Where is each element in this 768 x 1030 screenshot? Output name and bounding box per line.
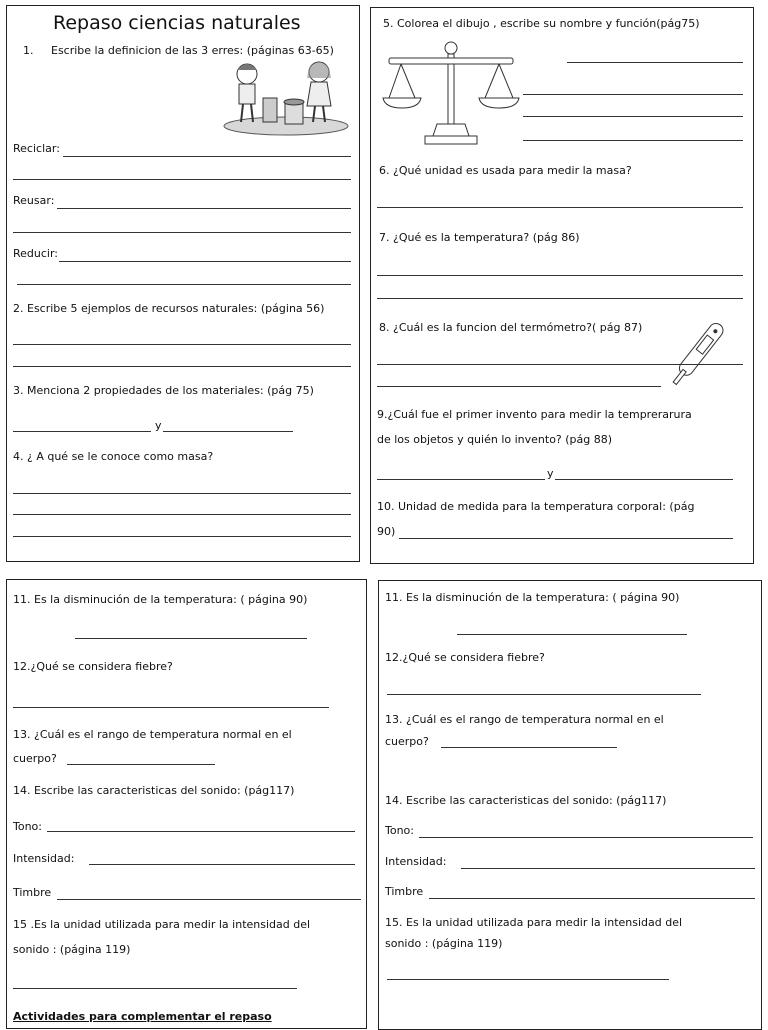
q13-text-line-2: cuerpo?	[13, 752, 57, 765]
q15-text-line-2: sonido : (página 119)	[385, 937, 503, 950]
q5-answer-line-1[interactable]	[567, 62, 743, 63]
q11-answer-line[interactable]	[457, 634, 687, 635]
reusar-answer-line[interactable]	[57, 208, 351, 209]
q9-text-line-1: 9.¿Cuál fue el primer invento para medir la temprerarura	[377, 408, 692, 421]
q10-text-line-1: 10. Unidad de medida para la temperatura corporal: (pág	[377, 500, 695, 513]
q4-answer-line-3[interactable]	[13, 536, 351, 537]
q13-answer-line[interactable]	[67, 764, 215, 765]
q3-answer-line-1[interactable]	[13, 431, 151, 432]
q13-answer-line[interactable]	[441, 747, 617, 748]
balance-scale-illustration	[381, 40, 531, 150]
worksheet-panel-bottom-left	[6, 579, 367, 1029]
recycling-kids-illustration	[221, 56, 351, 136]
q10-answer-line[interactable]	[399, 538, 733, 539]
thermometer-illustration	[657, 308, 747, 392]
reciclar-label: Reciclar:	[13, 142, 60, 155]
q9-answer-line-2[interactable]	[555, 479, 733, 480]
q3-answer-line-2[interactable]	[163, 431, 293, 432]
q12-answer-line[interactable]	[387, 694, 701, 695]
q7-text: 7. ¿Qué es la temperatura? (pág 86)	[379, 231, 580, 244]
q2-answer-line[interactable]	[13, 344, 351, 345]
timbre-answer-line[interactable]	[57, 899, 361, 900]
q15-text-line-1: 15. Es la unidad utilizada para medir la intensidad del	[385, 916, 683, 929]
q7-answer-line[interactable]	[377, 275, 743, 276]
q15-text-line-1: 15 .Es la unidad utilizada para medir la intensidad del	[13, 918, 311, 931]
reducir-label: Reducir:	[13, 247, 59, 260]
worksheet-panel-top-right	[370, 7, 754, 564]
intensidad-label: Intensidad:	[385, 855, 447, 868]
q5-answer-line-3[interactable]	[523, 116, 743, 117]
q9-y: y	[547, 467, 554, 480]
q11-text: 11. Es la disminución de la temperatura: ( página 90)	[13, 593, 308, 606]
reciclar-answer-line-2[interactable]	[13, 179, 351, 180]
q5-answer-line-2[interactable]	[523, 94, 743, 95]
q13-text-line-1: 13. ¿Cuál es el rango de temperatura normal en el	[13, 728, 292, 741]
worksheet-panel-bottom-right	[378, 580, 762, 1030]
q13-text-line-1: 13. ¿Cuál es el rango de temperatura normal en el	[385, 713, 664, 726]
tono-label: Tono:	[13, 820, 42, 833]
reusar-answer-line-2[interactable]	[13, 232, 351, 233]
timbre-answer-line[interactable]	[429, 898, 755, 899]
reciclar-answer-line[interactable]	[63, 156, 351, 157]
reducir-answer-line[interactable]	[59, 261, 351, 262]
page-title: Repaso ciencias naturales	[53, 12, 301, 34]
tono-answer-line[interactable]	[47, 831, 355, 832]
tono-answer-line[interactable]	[419, 837, 753, 838]
q6-text: 6. ¿Qué unidad es usada para medir la masa?	[379, 164, 632, 177]
q11-answer-line[interactable]	[75, 638, 307, 639]
q10-text-line-2: 90)	[377, 525, 396, 538]
intensidad-answer-line[interactable]	[461, 868, 755, 869]
q6-answer-line[interactable]	[377, 207, 743, 208]
intensidad-label: Intensidad:	[13, 852, 75, 865]
q1-text: Escribe la definicion de las 3 erres: (páginas 63-65)	[51, 44, 334, 57]
timbre-label: Timbre	[385, 885, 424, 898]
reducir-answer-line-2[interactable]	[17, 284, 351, 285]
q12-answer-line[interactable]	[13, 707, 329, 708]
tono-label: Tono:	[385, 824, 414, 837]
reusar-label: Reusar:	[13, 194, 55, 207]
intensidad-answer-line[interactable]	[89, 864, 355, 865]
q4-text: 4. ¿ A qué se le conoce como masa?	[13, 450, 214, 463]
q12-text: 12.¿Qué se considera fiebre?	[13, 660, 173, 673]
q8-text: 8. ¿Cuál es la funcion del termómetro?( pág 87)	[379, 321, 643, 334]
q2-answer-line-2[interactable]	[13, 366, 351, 367]
q15-text-line-2: sonido : (página 119)	[13, 943, 131, 956]
q11-text: 11. Es la disminución de la temperatura: ( página 90)	[385, 591, 680, 604]
q4-answer-line[interactable]	[13, 493, 351, 494]
worksheet-panel-top-left	[6, 5, 360, 562]
q5-answer-line-4[interactable]	[523, 140, 743, 141]
q15-answer-line[interactable]	[387, 979, 669, 980]
q9-answer-line-1[interactable]	[377, 479, 545, 480]
q14-text: 14. Escribe las caracteristicas del sonido: (pág117)	[385, 794, 667, 807]
q3-y: y	[155, 419, 162, 432]
q1-number: 1.	[23, 44, 34, 57]
q5-text: 5. Colorea el dibujo , escribe su nombre y función(pág75)	[383, 17, 700, 30]
q14-text: 14. Escribe las caracteristicas del sonido: (pág117)	[13, 784, 295, 797]
q13-text-line-2: cuerpo?	[385, 735, 429, 748]
timbre-label: Timbre	[13, 886, 52, 899]
q3-text: 3. Menciona 2 propiedades de los materiales: (pág 75)	[13, 384, 314, 397]
q8-answer-line-2[interactable]	[377, 386, 661, 387]
activities-heading: Actividades para complementar el repaso	[13, 1010, 272, 1023]
q4-answer-line-2[interactable]	[13, 514, 351, 515]
q8-answer-line[interactable]	[377, 364, 743, 365]
q15-answer-line[interactable]	[13, 988, 297, 989]
q12-text: 12.¿Qué se considera fiebre?	[385, 651, 545, 664]
q9-text-line-2: de los objetos y quién lo invento? (pág 88)	[377, 433, 613, 446]
q7-answer-line-2[interactable]	[377, 298, 743, 299]
q2-text: 2. Escribe 5 ejemplos de recursos naturales: (página 56)	[13, 302, 325, 315]
